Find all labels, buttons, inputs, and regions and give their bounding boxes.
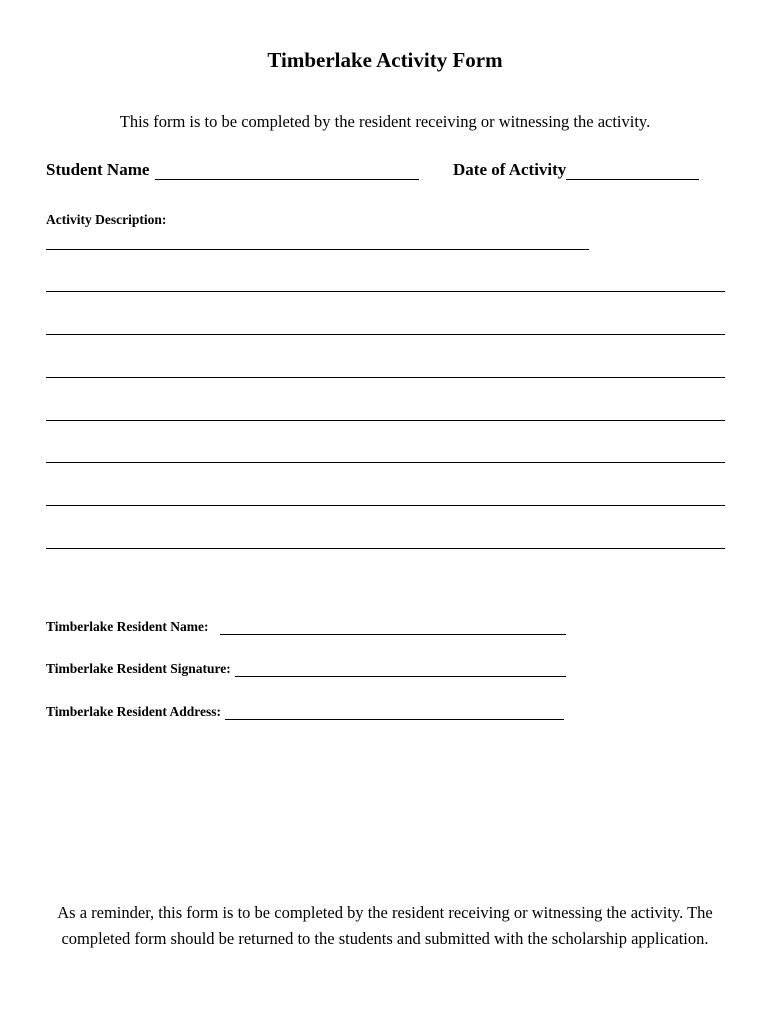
activity-description-line[interactable] bbox=[46, 505, 725, 506]
resident-address-label: Timberlake Resident Address: bbox=[46, 704, 222, 719]
resident-signature-label: Timberlake Resident Signature: bbox=[46, 661, 231, 676]
activity-description-line[interactable] bbox=[46, 377, 725, 378]
reminder-text: As a reminder, this form is to be completed by the resident receiving or witnessing the activity. The completed form should be returned to the students and submitted with the scholarship application. bbox=[57, 903, 713, 948]
date-of-activity-field[interactable] bbox=[566, 163, 699, 180]
date-of-activity-row bbox=[453, 160, 699, 180]
student-name-row bbox=[46, 160, 419, 180]
activity-description-line[interactable] bbox=[46, 548, 725, 549]
activity-description-label: Activity Description: bbox=[46, 212, 167, 227]
activity-description-line[interactable] bbox=[46, 291, 725, 292]
resident-signature-field[interactable] bbox=[235, 663, 566, 677]
resident-name-label: Timberlake Resident Name: bbox=[46, 619, 209, 634]
form-intro-text: This form is to be completed by the resident receiving or witnessing the activity. bbox=[119, 112, 651, 131]
form-title: Timberlake Activity Form bbox=[267, 48, 503, 72]
resident-name-row bbox=[46, 619, 566, 635]
resident-address-field[interactable] bbox=[225, 706, 564, 720]
student-name-field[interactable] bbox=[155, 163, 419, 180]
student-name-label: Student Name bbox=[46, 160, 150, 179]
activity-description-line[interactable] bbox=[46, 334, 725, 335]
resident-signature-row bbox=[46, 661, 566, 677]
resident-address-row bbox=[46, 704, 564, 720]
date-of-activity-label: Date of Activity bbox=[453, 160, 567, 179]
activity-description-line[interactable] bbox=[46, 462, 725, 463]
resident-name-field[interactable] bbox=[220, 621, 566, 635]
activity-description-line[interactable] bbox=[46, 420, 725, 421]
activity-description-line[interactable] bbox=[46, 249, 589, 250]
